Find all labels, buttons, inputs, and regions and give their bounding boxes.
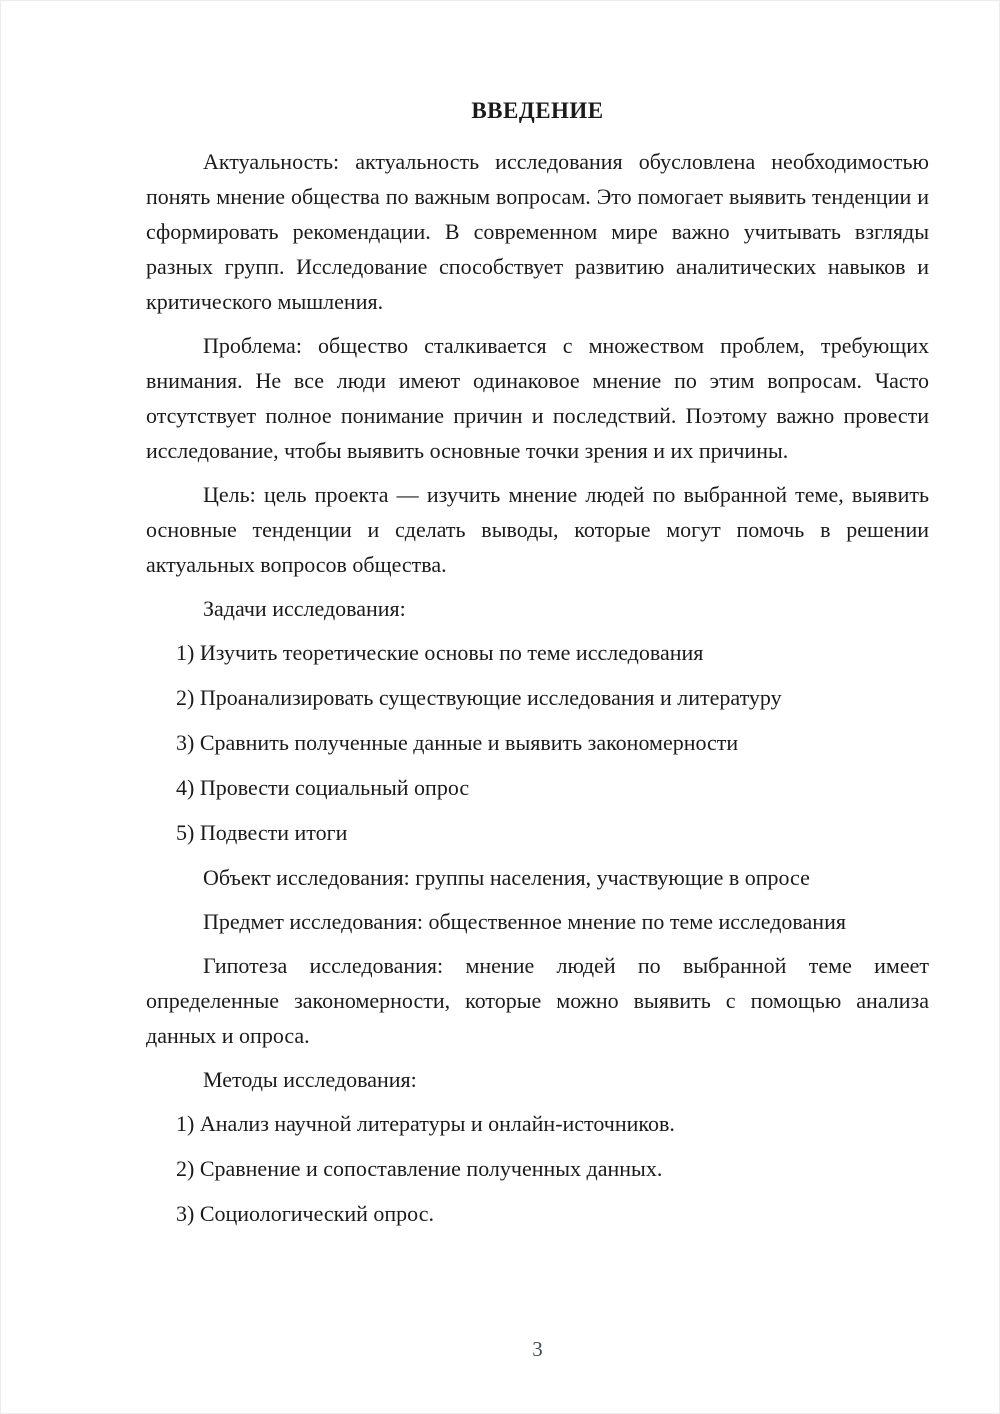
method-item-2: 2) Сравнение и сопоставление полученных данных. — [176, 1156, 663, 1181]
task-item-1: 1) Изучить теоретические основы по теме исследования — [176, 640, 704, 665]
paragraph-goal: Цель: цель проекта — изучить мнение людей по выбранной теме, выявить основные тенденции и сделать выводы, которые могут помочь в решении актуальных вопросов общества. — [146, 482, 929, 577]
task-item-2: 2) Проанализировать существующие исследования и литературу — [176, 685, 782, 710]
tasks-heading: Задачи исследования: — [203, 596, 406, 621]
paragraph-relevance: Актуальность: актуальность исследования обусловлена необходимостью понять мнение общества по важным вопросам. Это помогает выявить тенденции и сформировать рекомендации. В современном мире важно учитывать взгляды разных групп. Исследование способствует развитию аналитических навыков и критического мышления. — [146, 149, 929, 314]
task-item-3: 3) Сравнить полученные данные и выявить закономерности — [176, 730, 739, 755]
paragraph-subject: Предмет исследования: общественное мнение по теме исследования — [203, 909, 846, 934]
paragraph-problem: Проблема: общество сталкивается с множеством проблем, требующих внимания. Не все люди имеют одинаковое мнение по этим вопросам. Часто отсутствует полное понимание причин и последствий. Поэтому важно провести исследование, чтобы выявить основные точки зрения и их причины. — [146, 333, 929, 463]
methods-heading: Методы исследования: — [203, 1067, 417, 1092]
method-item-1: 1) Анализ научной литературы и онлайн-источников. — [176, 1111, 675, 1136]
task-item-5: 5) Подвести итоги — [176, 820, 348, 845]
page-title: ВВЕДЕНИЕ — [471, 98, 604, 123]
paragraph-object: Объект исследования: группы населения, участвующие в опросе — [203, 865, 810, 890]
page-number: 3 — [532, 1337, 543, 1361]
task-item-4: 4) Провести социальный опрос — [176, 775, 470, 800]
paragraph-hypothesis: Гипотеза исследования: мнение людей по выбранной теме имеет определенные закономерности, которые можно выявить с помощью анализа данных и опроса. — [146, 953, 929, 1048]
method-item-3: 3) Социологический опрос. — [176, 1201, 434, 1226]
